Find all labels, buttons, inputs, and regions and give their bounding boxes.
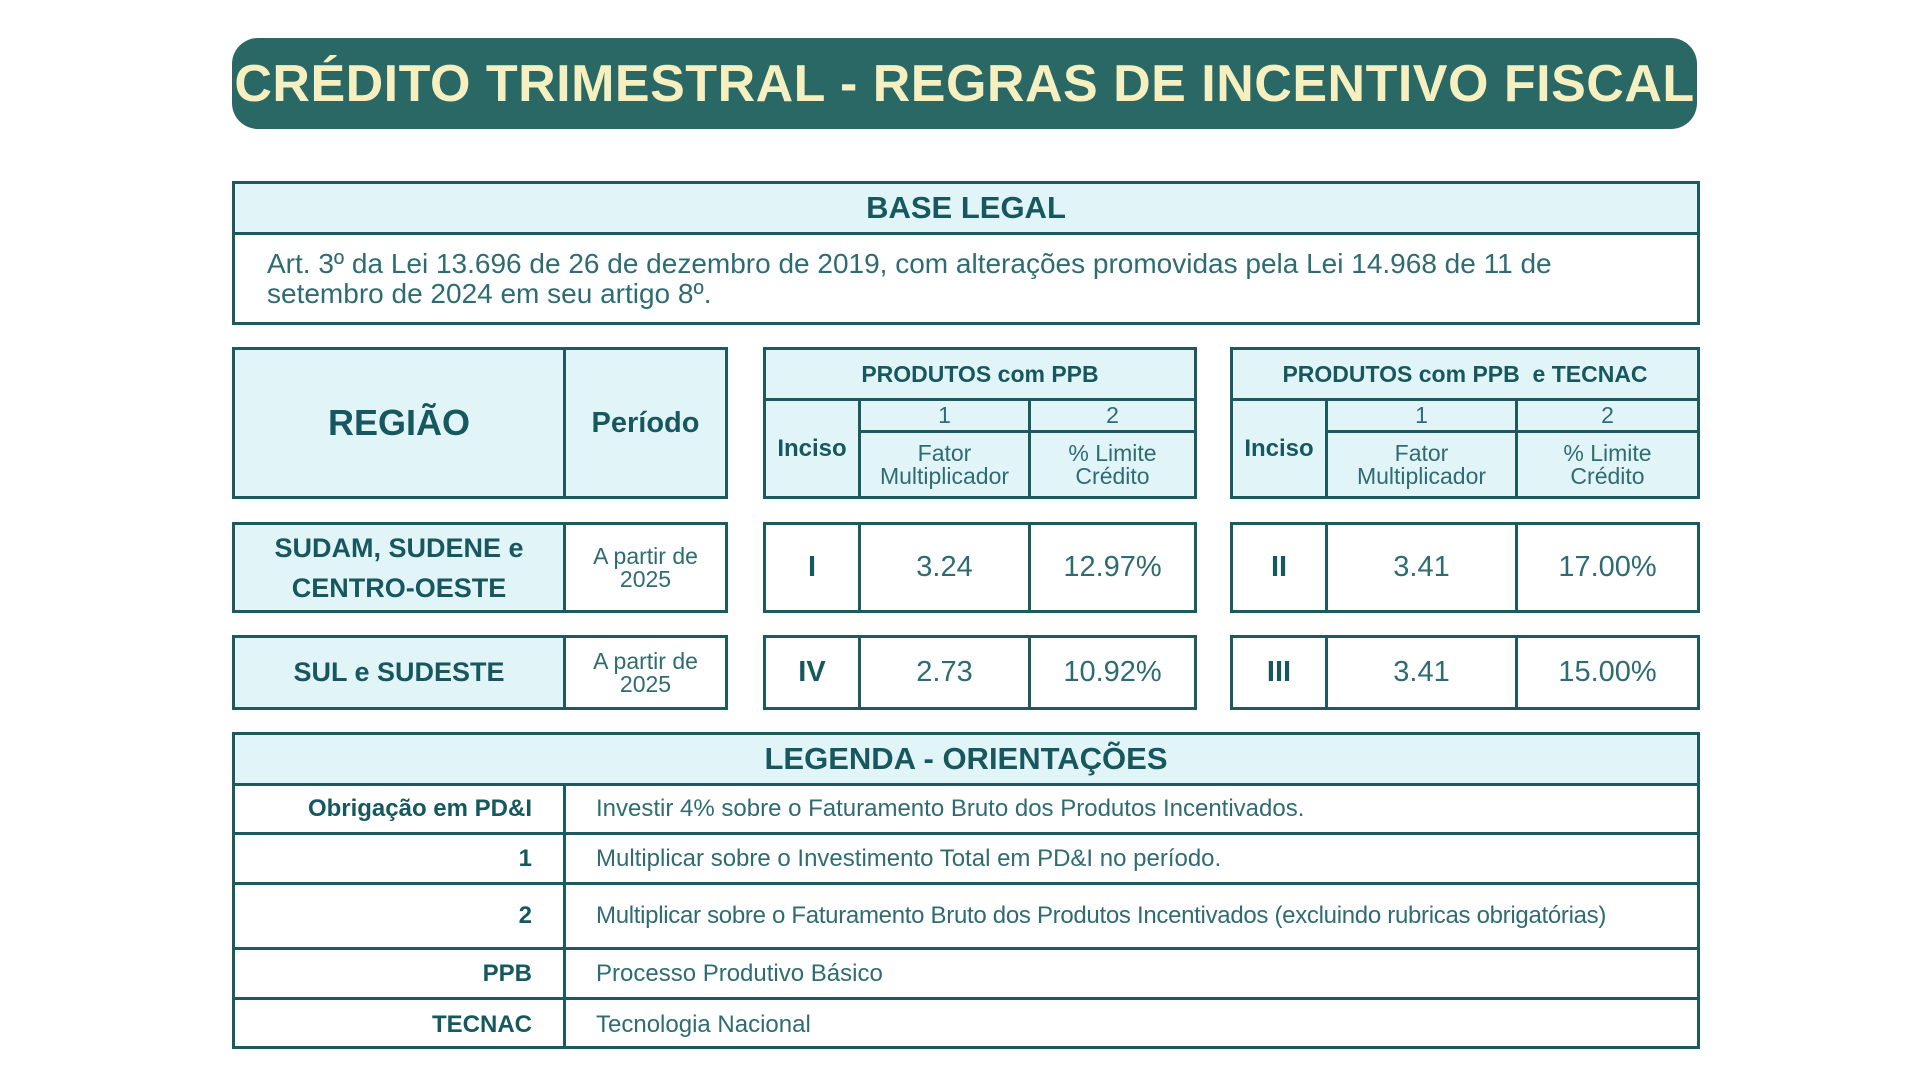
row-1-ppb-inciso: I <box>807 551 817 583</box>
legenda-row <box>235 997 1697 1046</box>
base-legal-text <box>235 232 1697 322</box>
legenda-value: Multiplicar sobre o Faturamento Bruto dos Produtos Incentivados (excluindo rubricas obrigatórias) <box>563 885 1697 947</box>
ppb-header-box <box>763 347 1197 499</box>
ppb-inciso-header: Inciso <box>766 398 858 496</box>
tecnac-col2-number: 2 <box>1515 398 1697 430</box>
tecnac-limite-label-line-1: % Limite <box>1563 439 1652 466</box>
legenda-value: Multiplicar sobre o Investimento Total em PD&I no período. <box>563 835 1697 882</box>
legenda-key: 2 <box>518 902 532 929</box>
ppb-col2-number: 2 <box>1028 398 1194 430</box>
ppb-limite-label-line-2: Crédito <box>1075 462 1150 489</box>
legenda-row <box>235 947 1697 997</box>
tecnac-limite-label <box>1515 430 1697 496</box>
row-2-period-line-1: A partir de <box>593 647 698 674</box>
ppb-limite-label-line-1: % Limite <box>1068 439 1157 466</box>
row-2-tecnac-limite: 15.00% <box>1515 638 1697 707</box>
legenda-column-divider <box>563 783 566 1046</box>
legenda-key: PPB <box>482 959 532 987</box>
row-1-region <box>235 525 563 610</box>
region-header-box <box>232 347 728 499</box>
tecnac-header-box <box>1230 347 1700 499</box>
region-header-label: REGIÃO <box>327 402 470 443</box>
legenda-key: TECNAC <box>432 1010 532 1038</box>
tecnac-fator-label <box>1325 430 1515 496</box>
ppb-limite-label <box>1028 430 1194 496</box>
row-2-tecnac-fator: 3.41 <box>1325 638 1515 707</box>
row-1-ppb-fator: 3.24 <box>858 525 1028 610</box>
row-1-region-line-2: CENTRO-OESTE <box>291 572 507 603</box>
legenda-value: Investir 4% sobre o Faturamento Bruto dos Produtos Incentivados. <box>563 786 1697 832</box>
row-2-ppb-limite: 10.92% <box>1028 638 1194 707</box>
row-2-tecnac-box <box>1230 635 1700 710</box>
row-1-ppb-limite: 12.97% <box>1028 525 1194 610</box>
row-2-region: SUL e SUDESTE <box>235 638 563 707</box>
base-legal-header: BASE LEGAL <box>235 184 1697 232</box>
row-1-tecnac-box <box>1230 522 1700 613</box>
base-legal-line-2: setembro de 2024 em seu artigo 8º. <box>267 278 712 309</box>
period-header-label: Período <box>563 350 725 496</box>
row-2-period <box>563 638 725 707</box>
row-2-ppb-box <box>763 635 1197 710</box>
ppb-fator-label-line-1: Fator <box>917 439 972 466</box>
page-title: CRÉDITO TRIMESTRAL - REGRAS DE INCENTIVO FISCAL <box>232 38 1697 129</box>
ppb-fator-label <box>858 430 1028 496</box>
row-1-region-line-1: SUDAM, SUDENE e <box>274 532 524 563</box>
legenda-header: LEGENDA - ORIENTAÇÕES <box>235 735 1697 783</box>
row-1-period-line-1: A partir de <box>593 542 698 569</box>
base-legal-line-1: Art. 3º da Lei 13.696 de 26 de dezembro de 2019, com alterações promovidas pela Lei 14.968 de 11 de <box>267 248 1552 279</box>
base-legal-box <box>232 181 1700 325</box>
legenda-key: Obrigação em PD&I <box>307 795 532 822</box>
legenda-value: Processo Produtivo Básico <box>563 950 1697 997</box>
row-2-period-line-2: 2025 <box>619 670 672 697</box>
row-1-tecnac-limite: 17.00% <box>1515 525 1697 610</box>
ppb-header-title: PRODUTOS com PPB <box>861 360 1099 387</box>
row-2-region-box <box>232 635 728 710</box>
row-2-tecnac-inciso: III <box>1266 656 1292 688</box>
legenda-row <box>235 882 1697 947</box>
legenda-box <box>232 732 1700 1049</box>
row-1-period-line-2: 2025 <box>619 565 672 592</box>
tecnac-limite-label-line-2: Crédito <box>1570 462 1645 489</box>
row-2-ppb-fator: 2.73 <box>858 638 1028 707</box>
row-1-region-box <box>232 522 728 613</box>
tecnac-header-title: PRODUTOS com PPB e TECNAC <box>1282 360 1648 387</box>
ppb-col1-number: 1 <box>858 398 1028 430</box>
legenda-key: 1 <box>518 844 532 872</box>
tecnac-inciso-header: Inciso <box>1233 398 1325 496</box>
legenda-row <box>235 832 1697 882</box>
row-1-ppb-box <box>763 522 1197 613</box>
row-1-period <box>563 525 725 610</box>
row-1-tecnac-inciso: II <box>1270 551 1288 583</box>
legenda-row <box>235 783 1697 832</box>
legenda-value: Tecnologia Nacional <box>563 1000 1697 1049</box>
tecnac-col1-number: 1 <box>1325 398 1515 430</box>
row-2-ppb-inciso: IV <box>798 656 826 688</box>
tecnac-fator-label-line-2: Multiplicador <box>1356 462 1487 489</box>
tecnac-fator-label-line-1: Fator <box>1394 439 1449 466</box>
row-1-tecnac-fator: 3.41 <box>1325 525 1515 610</box>
ppb-fator-label-line-2: Multiplicador <box>879 462 1010 489</box>
